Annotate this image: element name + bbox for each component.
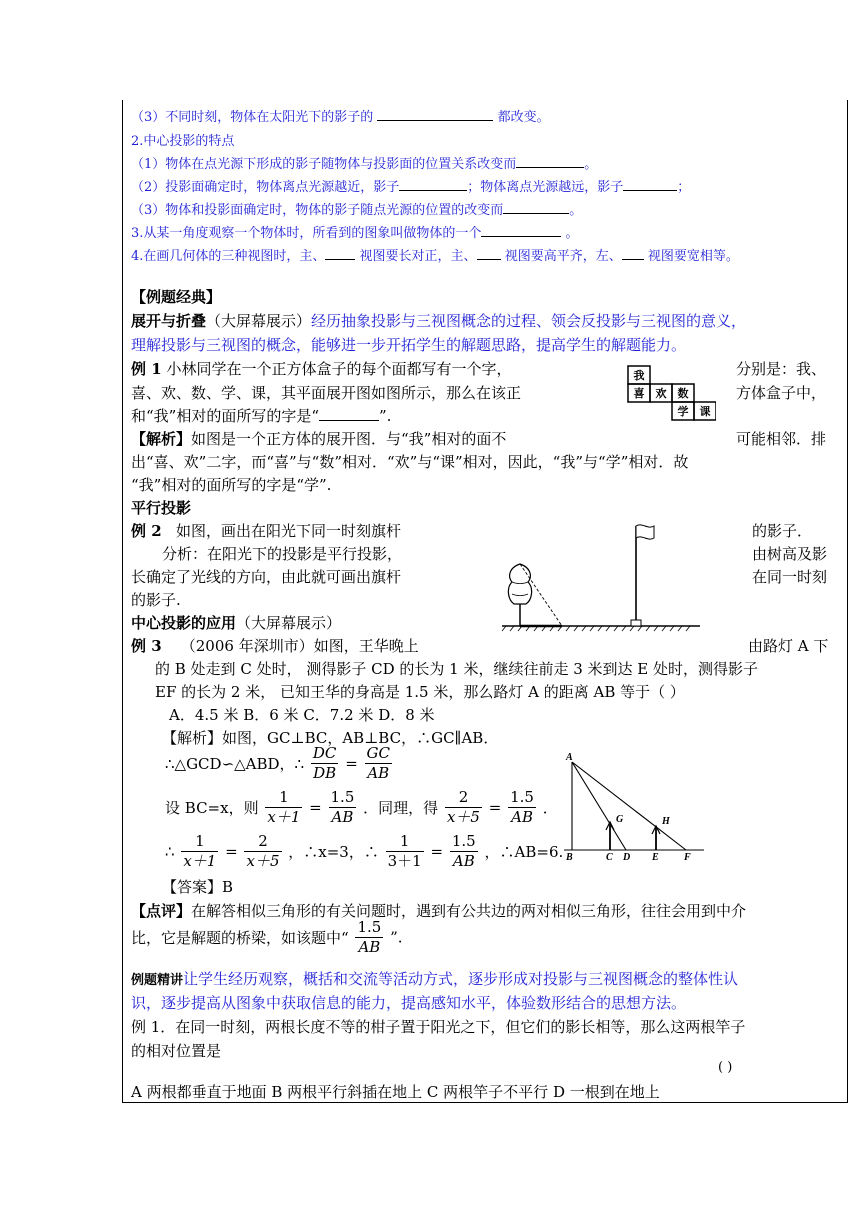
review-line-2: 比，它是解题的桥梁，如该题中“ $\frac{1.5}{AB}$ ”.	[131, 918, 403, 956]
review-line-1: 【点评】在解答相似三角形的有关问题时，遇到有公共边的两对相似三角形，往往会用到中介	[131, 902, 747, 920]
ex1-line-2-right: 方体盒子中，	[736, 384, 827, 402]
ex2-line-2-right: 由树高及影	[752, 545, 828, 563]
unfold-title-line: 展开与折叠（大屏幕展示）经历抽象投影与三视图概念的过程、领会反投影与三视图的意义，	[131, 312, 747, 330]
ex3-line-2: 的 B 处走到 C 处时， 测得影子 CD 的长为 1 米，继续往前走 3 米到达 E 处时，测得影子	[155, 660, 759, 678]
sol3-set-line: 设 BC=x，则 $\frac{1}{x+1}$ = $\frac{1.5}{AB}$ ．同理，得 $\frac{2}{x+5}$ = $\frac{1.5}{AB}$ ．	[165, 788, 558, 826]
net-cell-wo-text: 我	[633, 370, 645, 382]
net-cell-ke-text: 课	[699, 406, 711, 418]
question-1-line-1: 例 1．在同一时刻，两根长度不等的柑子置于阳光之下，但它们的影长相等，那么这两根竿子	[131, 1018, 746, 1036]
fraction-2-x5: $\frac{2}{x+5}$	[446, 788, 480, 826]
sol1-line-1: 【解析】如图是一个正方体的展开图．与“我”相对的面不	[131, 430, 507, 448]
label-a: A	[566, 752, 573, 763]
fraction-15-ab: $\frac{1.5}{AB}$	[330, 788, 355, 826]
fraction-1-x1-b: $\frac{1}{x+1}$	[183, 832, 217, 870]
question-1-line-2: 的相对位置是	[131, 1042, 222, 1060]
examples-heading: 【例题经典】	[131, 288, 222, 306]
ex2-line-2: 分析：在阳光下的投影是平行投影，	[162, 545, 403, 563]
ex1-line-3: 和“我”相对的面所写的字是“ ”.	[131, 407, 392, 425]
fraction-gc-ab: $\frac{GC}{AB}$	[366, 744, 391, 782]
ex2-line-3: 长确定了光线的方向，由此就可画出旗杆	[131, 568, 402, 586]
fraction-dc-db: $\frac{DC}{DB}$	[312, 744, 337, 782]
flagpole-icon	[631, 525, 654, 626]
central-item-1: （1）物体在点光源下形成的影子随物体与投影面的位置关系改变而 。	[131, 157, 598, 172]
fraction-15-ab-3: $\frac{1.5}{AB}$	[451, 832, 476, 870]
ex3-options: A．4.5 米 B．6 米 C．7.2 米 D．8 米	[169, 706, 435, 724]
ray-a-f	[572, 762, 686, 850]
ex1-line-1: 例 1 小林同学在一个正方体盒子的每个面都写有一个字，	[131, 360, 512, 378]
label-h: H	[662, 816, 670, 827]
central-app-title: 中心投影的应用（大屏幕展示）	[131, 614, 342, 632]
street-light-diagram	[560, 750, 710, 862]
label-g: G	[616, 814, 624, 825]
cube-net-figure	[620, 364, 716, 426]
detail-line-1: 例题精讲让学生经历观察，概括和交流等活动方式，逐步形成对投影与三视图概念的整体性认	[131, 970, 739, 988]
central-item-3: （3）物体和投影面确定时，物体的影子随点光源的位置的改变而 。	[131, 203, 583, 218]
question-1-paren: ( )	[718, 1060, 733, 1075]
label-f: F	[684, 852, 691, 862]
ray-a-d	[572, 762, 626, 850]
label-d: D	[623, 852, 631, 862]
tree-icon	[508, 564, 531, 626]
ex2-line-1: 例 2 如图，画出在阳光下同一时刻旗杆	[131, 522, 401, 540]
label-c: C	[606, 852, 613, 862]
parallel-projection-title: 平行投影	[131, 499, 192, 517]
ex3-line-1-right: 由路灯 A 下	[748, 637, 829, 655]
answer-line: 【答案】B	[162, 878, 234, 896]
net-cell-huan-text: 欢	[655, 388, 667, 400]
ex2-line-3-right: 在同一时刻	[752, 568, 828, 586]
net-cell-xi-text: 喜	[633, 388, 645, 400]
fraction-1-x1: $\frac{1}{x+1}$	[267, 788, 301, 826]
view-definition: 3.从某一角度观察一个物体时，所看到的图象叫做物体的一个 。	[131, 226, 579, 241]
sol1-line-2: 出“喜、欢”二字，而“喜”与“数”相对．“欢”与“课”相对，因此，“我”与“学”相对．故	[131, 453, 689, 471]
fraction-15-ab-review: $\frac{1.5}{AB}$	[357, 918, 382, 956]
net-cell-xue-text: 学	[677, 406, 689, 418]
ex2-line-1-right: 的影子．	[752, 522, 813, 540]
unfold-desc: 理解投影与三视图的概念，能够进一步开拓学生的解题思路，提高学生的解题能力。	[131, 336, 687, 354]
summary-item-3: （3）不同时刻，物体在太阳光下的影子的 都改变。	[131, 110, 550, 125]
label-b: B	[566, 852, 573, 862]
ex1-line-2: 喜、欢、数、学、课，其平面展开图如图所示，那么在该正	[131, 384, 522, 402]
ex3-line-3: EF 的长为 2 米， 已知王华的身高是 1.5 米，那么路灯 A 的距离 AB 等于（ ）	[155, 683, 685, 701]
question-1-options: A 两根都垂直于地面 B 两根平行斜插在地上 C 两根竿子不平行 D 一根到在地上	[131, 1083, 660, 1101]
fraction-2-x5-b: $\frac{2}{x+5}$	[246, 832, 280, 870]
sol1-line-3: “我”相对的面所写的字是“学”.	[131, 476, 332, 494]
sol3-similar-line: ∴△GCD∽△ABD，∴ $\frac{DC}{DB}$ = $\frac{GC}{AB}$	[165, 744, 391, 782]
detail-line-2: 识，逐步提高从图象中获取信息的能力，提高感知水平，体验数形结合的思想方法。	[131, 994, 687, 1012]
label-e: E	[652, 852, 659, 862]
ex3-line-1: 例 3 （2006 年深圳市）如图，王华晚上	[131, 637, 419, 655]
fraction-1-31: $\frac{1}{3+1}$	[387, 832, 422, 870]
net-cell-shu-text: 数	[677, 388, 689, 400]
sol3-line-1: 【解析】如图，GC⊥BC，AB⊥BC，∴GC∥AB．	[162, 729, 499, 747]
fraction-15-ab-2: $\frac{1.5}{AB}$	[510, 788, 534, 826]
ex1-line-1-right: 分别是：我、	[736, 360, 827, 378]
central-item-2: （2）投影面确定时，物体离点光源越近，影子 ；物体离点光源越远，影子 ；	[131, 180, 691, 195]
sol1-line-1-right: 可能相邻．排	[736, 430, 827, 448]
central-projection-title: 2.中心投影的特点	[131, 134, 235, 149]
flagpole-tree-figure	[500, 516, 704, 634]
three-views-rule: 4.在画几何体的三种视图时，主、 视图要长对正，主、 视图要高平齐，左、 视图要宽相等。	[131, 249, 739, 264]
ex2-line-4: 的影子.	[131, 591, 181, 609]
sol3-solve-line: ∴ $\frac{1}{x+1}$ = $\frac{2}{x+5}$ ，∴x=3，∴ $\frac{1}{3+1}$ = $\frac{1.5}{AB}$ ，∴AB=6.	[165, 832, 564, 870]
